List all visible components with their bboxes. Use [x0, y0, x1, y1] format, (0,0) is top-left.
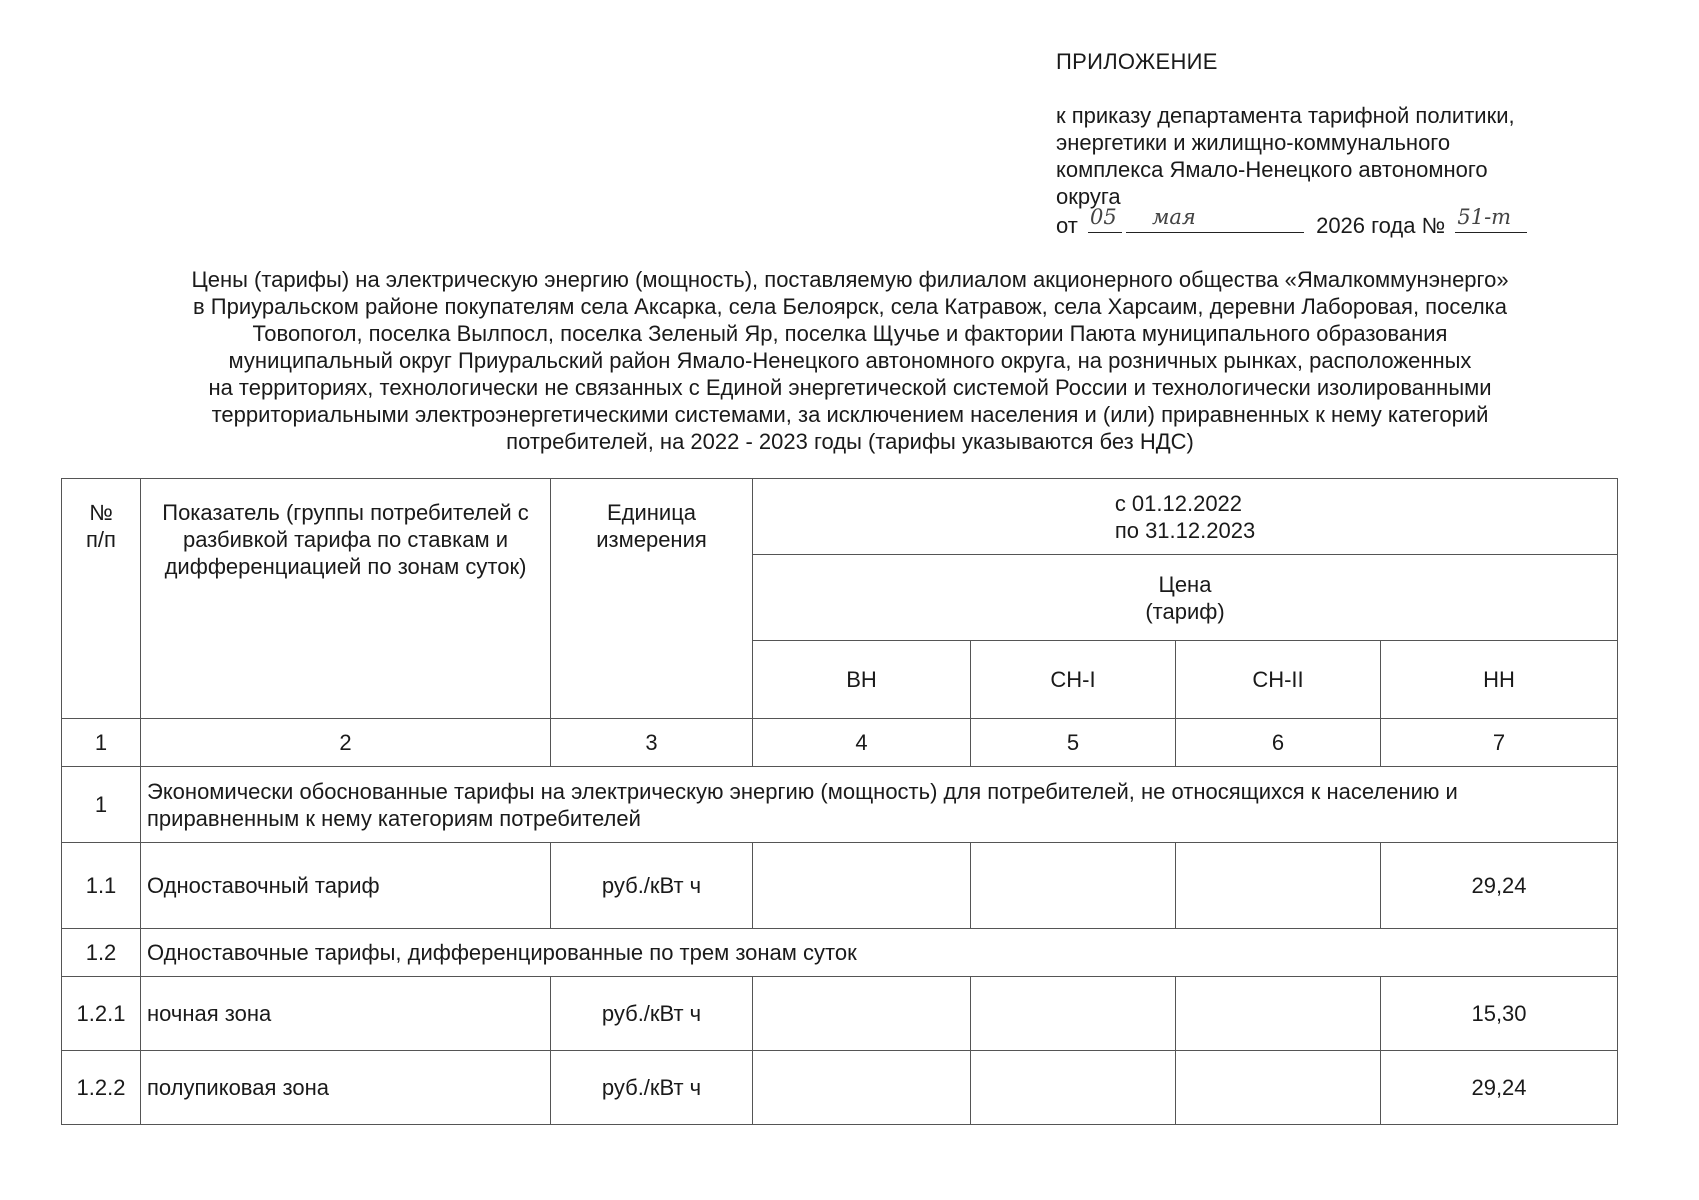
heading-line-4: муниципальный округ Приуральский район Ямало-Ненецкого автономного округа, на розничных рынках, расположенных: [228, 348, 1472, 373]
heading-line-2: в Приуральском районе покупателям села Аксарка, села Белоярск, села Катравож, села Харсаим, деревни Лаборовая, поселка: [192, 294, 1508, 319]
table-row: [62, 843, 1618, 929]
row-name: полупиковая зона: [141, 1051, 551, 1125]
cell-nn: 15,30: [1381, 977, 1618, 1051]
row-number: 1.1: [62, 843, 141, 929]
cell-sn2: [1176, 1051, 1381, 1125]
number-handwritten: 51-т: [1457, 205, 1512, 229]
header-num-line-2: п/п: [86, 527, 116, 552]
cell-sn2: [1176, 843, 1381, 929]
row-number: 1.2.2: [62, 1051, 141, 1125]
heading-line-3: Товопогол, поселка Вылпосл, поселка Зеленый Яр, поселка Щучье и фактории Паюта муниципального образования: [252, 321, 1448, 346]
header-nn: НН: [1381, 641, 1618, 719]
day-field: [1088, 205, 1122, 233]
heading-line-1: Цены (тарифы) на электрическую энергию (мощность), поставляемую филиалом акционерного общества «Ямалкоммунэнерго»: [191, 267, 1509, 292]
tariff-table: [61, 478, 1618, 1125]
header-price-line-1: Цена: [1158, 571, 1212, 597]
day-handwritten: 05: [1089, 205, 1117, 229]
header-period-from: с 01.12.2022: [1114, 490, 1243, 516]
cell-sn1: [971, 977, 1176, 1051]
header-price-line-2: (тариф): [1145, 598, 1225, 624]
subsection-title: Одноставочные тарифы, дифференцированные по трем зонам суток: [141, 929, 1618, 977]
cell-nn: 29,24: [1381, 1051, 1618, 1125]
header-num: [62, 479, 141, 719]
column-number: 4: [753, 719, 971, 767]
appendix-title: ПРИЛОЖЕНИЕ: [1056, 49, 1218, 74]
header-price: [753, 555, 1618, 641]
header-num-line-1: №: [89, 500, 113, 525]
month-handwritten: мая: [1151, 205, 1196, 229]
cell-sn1: [971, 1051, 1176, 1125]
order-line-1: к приказу департамента тарифной политики,: [1056, 103, 1515, 128]
heading-line-7: потребителей, на 2022 - 2023 годы (тарифы указываются без НДС): [506, 429, 1194, 454]
cell-sn1: [971, 843, 1176, 929]
table-row: [62, 977, 1618, 1051]
appendix-order-text: [1056, 102, 1616, 239]
table-row: [62, 1051, 1618, 1125]
subsection-row: [62, 929, 1618, 977]
header-indicator: Показатель (группы потребителей с разбивкой тарифа по ставкам и дифференциацией по зонам суток): [141, 479, 551, 719]
column-number: 6: [1176, 719, 1381, 767]
from-label: от: [1056, 213, 1078, 238]
row-unit: руб./кВт ч: [551, 1051, 753, 1125]
header-vn: ВН: [753, 641, 971, 719]
order-date-line: [1056, 205, 1616, 239]
row-unit: руб./кВт ч: [551, 977, 753, 1051]
header-sn1: СН-I: [971, 641, 1176, 719]
column-number: 1: [62, 719, 141, 767]
column-number: 2: [141, 719, 551, 767]
number-field: [1455, 205, 1527, 233]
row-number: 1.2.1: [62, 977, 141, 1051]
row-name: Одноставочный тариф: [141, 843, 551, 929]
header-period: [753, 479, 1618, 555]
heading-line-5: на территориях, технологически не связанных с Единой энергетической системой России и технологически изолированными: [208, 375, 1492, 400]
row-unit: руб./кВт ч: [551, 843, 753, 929]
section-title: Экономически обоснованные тарифы на электрическую энергию (мощность) для потребителей, не относящихся к населению и приравненным к нему категориям потребителей: [141, 767, 1618, 843]
order-line-2: энергетики и жилищно-коммунального: [1056, 130, 1451, 155]
row-number: 1: [62, 767, 141, 843]
appendix-block: [1056, 48, 1616, 239]
column-number: 3: [551, 719, 753, 767]
header-period-to: по 31.12.2023: [1114, 517, 1256, 543]
document-heading: [60, 266, 1640, 455]
cell-vn: [753, 843, 971, 929]
header-unit-line-2: измерения: [596, 527, 707, 552]
column-number: 7: [1381, 719, 1618, 767]
cell-sn2: [1176, 977, 1381, 1051]
month-field: [1126, 205, 1304, 233]
header-unit: [551, 479, 753, 719]
section-row: [62, 767, 1618, 843]
cell-vn: [753, 977, 971, 1051]
header-sn2: СН-II: [1176, 641, 1381, 719]
column-number: 5: [971, 719, 1176, 767]
year-number-label: 2026 года №: [1316, 213, 1446, 238]
column-numbers-row: [62, 719, 1618, 767]
cell-nn: 29,24: [1381, 843, 1618, 929]
order-line-3: комплекса Ямало-Ненецкого автономного: [1056, 157, 1488, 182]
row-name: ночная зона: [141, 977, 551, 1051]
order-line-4: округа: [1056, 184, 1121, 209]
heading-line-6: территориальными электроэнергетическими системами, за исключением населения и (или) приравненных к нему категорий: [211, 402, 1489, 427]
header-unit-line-1: Единица: [606, 500, 697, 525]
header-row-period: [62, 479, 1618, 555]
row-number: 1.2: [62, 929, 141, 977]
cell-vn: [753, 1051, 971, 1125]
